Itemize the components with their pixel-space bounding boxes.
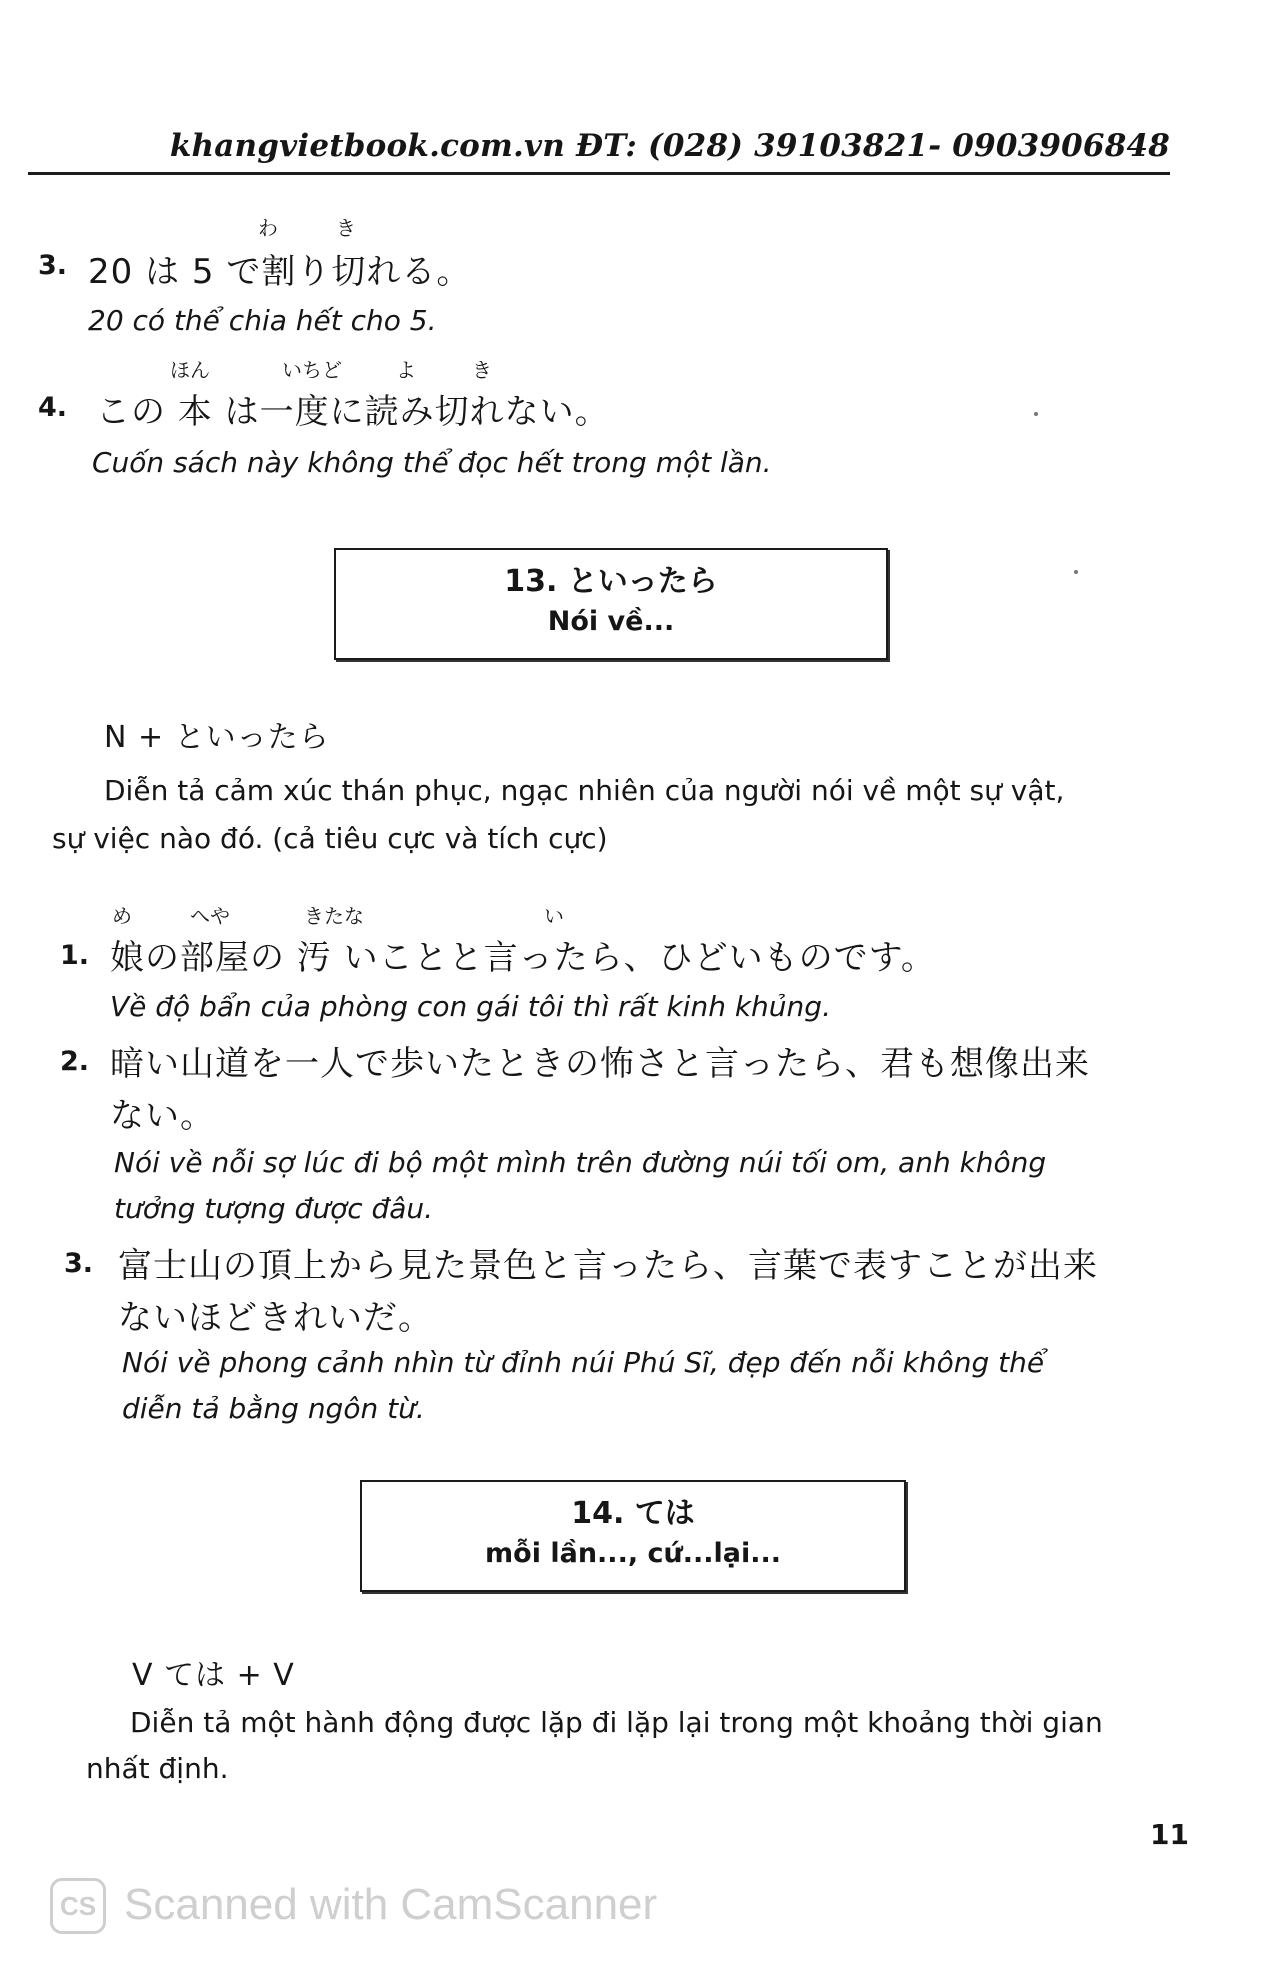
example-translation: Cuốn sách này không thể đọc hết trong một lần. <box>92 446 772 479</box>
scan-speck <box>1034 412 1038 416</box>
camscanner-logo-icon: CS <box>50 1878 106 1934</box>
section-subtitle: Nói về... <box>547 606 675 637</box>
watermark-text: Scanned with CamScanner <box>124 1880 658 1929</box>
furigana: いちど <box>282 358 342 382</box>
furigana: き <box>472 358 492 382</box>
page-number: 11 <box>1150 1818 1189 1851</box>
example-translation: tưởng tượng được đâu. <box>114 1192 434 1225</box>
example-japanese: この 本 は一度に読み切れない。 <box>96 392 610 432</box>
grammar-pattern: V ては + V <box>132 1658 295 1693</box>
section-title: 13. といったら <box>504 564 718 599</box>
furigana: よ <box>396 358 416 382</box>
example-japanese: 暗い山道を一人で歩いたときの怖さと言ったら、君も想像出来 <box>110 1044 1090 1084</box>
example-number: 1. <box>60 940 90 971</box>
description-line: nhất định. <box>86 1752 229 1785</box>
example-translation: Về độ bẩn của phòng con gái tôi thì rất kinh khủng. <box>110 990 831 1023</box>
example-translation: Nói về nỗi sợ lúc đi bộ một mình trên đường núi tối om, anh không <box>114 1146 1047 1179</box>
section-14-title-box <box>360 1480 906 1592</box>
furigana: わ <box>258 216 278 240</box>
scan-speck <box>1074 570 1078 574</box>
example-japanese: ない。 <box>110 1096 215 1136</box>
furigana: へや <box>190 904 230 928</box>
example-japanese: 富士山の頂上から見た景色と言ったら、言葉で表すことが出来 <box>118 1246 1098 1286</box>
header-text: khangvietbook.com.vn ĐT: (028) 39103821- 0903906848 <box>169 128 1170 164</box>
example-japanese: 娘の部屋の 汚 いことと言ったら、ひどいものです。 <box>110 938 936 978</box>
furigana: ほん <box>170 358 210 382</box>
example-number: 4. <box>38 392 68 423</box>
example-japanese: ないほどきれいだ。 <box>118 1298 433 1338</box>
example-number: 2. <box>60 1046 90 1077</box>
furigana: きたな <box>304 904 364 928</box>
section-13-title-box <box>334 548 888 660</box>
section-title: 14. ては <box>571 1496 695 1531</box>
example-translation: 20 có thể chia hết cho 5. <box>88 304 437 337</box>
example-translation: Nói về phong cảnh nhìn từ đỉnh núi Phú Sĩ, đẹp đến nỗi không thể <box>122 1346 1045 1379</box>
example-japanese: 20 は 5 で割り切れる。 <box>88 252 472 292</box>
example-number: 3. <box>38 250 68 281</box>
description-line: Diễn tả một hành động được lặp đi lặp lại trong một khoảng thời gian <box>130 1706 1103 1739</box>
grammar-pattern: N + といったら <box>104 720 330 755</box>
furigana: い <box>544 904 564 928</box>
example-translation: diễn tả bằng ngôn từ. <box>122 1392 425 1425</box>
furigana: き <box>336 216 356 240</box>
header-rule <box>28 172 1170 175</box>
furigana: め <box>112 904 132 928</box>
description-line: sự việc nào đó. (cả tiêu cực và tích cực) <box>52 822 608 855</box>
example-number: 3. <box>64 1248 94 1279</box>
description-line: Diễn tả cảm xúc thán phục, ngạc nhiên của người nói về một sự vật, <box>104 774 1065 807</box>
section-subtitle: mỗi lần..., cứ...lại... <box>485 1538 781 1569</box>
